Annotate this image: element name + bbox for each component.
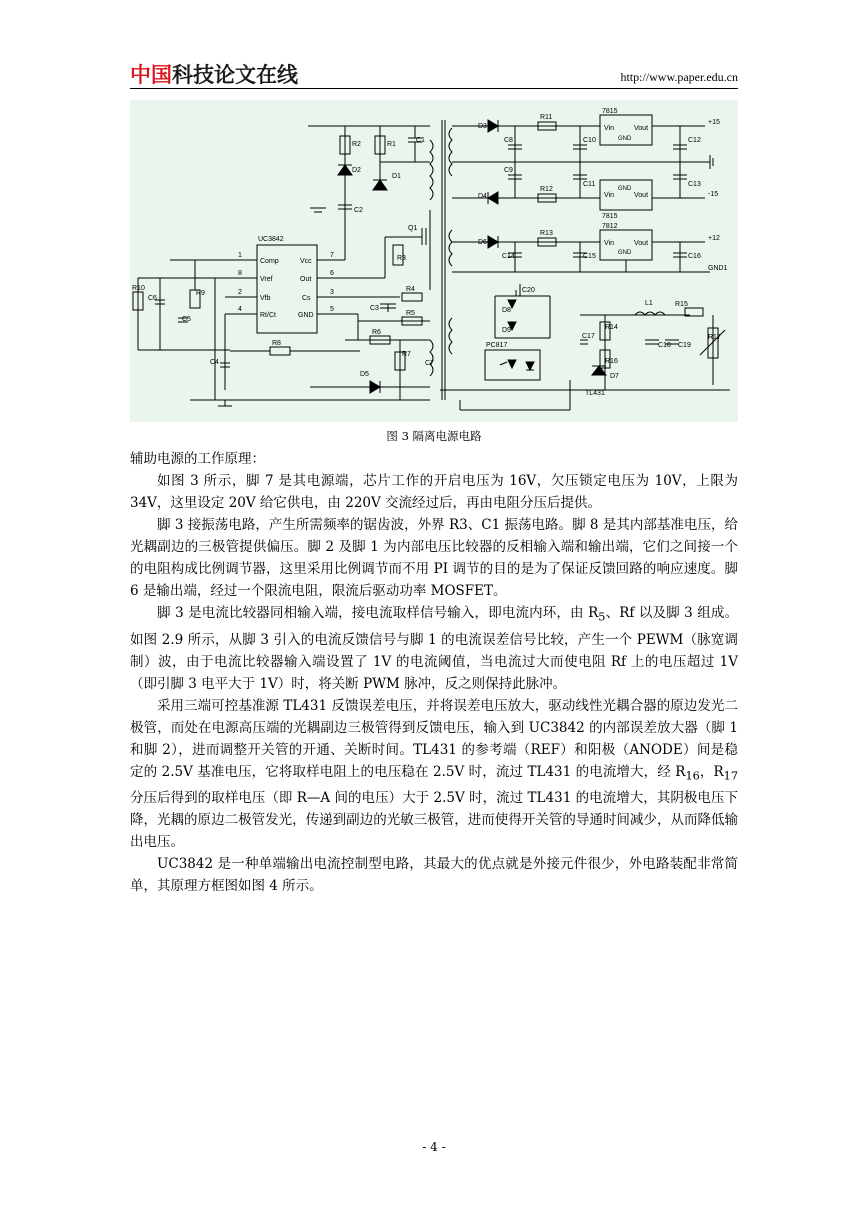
paragraph-4-part-b: ，R [699, 763, 724, 780]
paragraph-1: 如图 3 所示，脚 7 是其电源端，芯片工作的开启电压为 16V，欠压锁定电压为 10V，上限为 34V，这里设定 20V 给它供电，由 220V 交流经过后，再由电阻分压后提供。 [130, 473, 738, 511]
label-gnd1: GND1 [708, 265, 728, 272]
label-r7: R7 [402, 351, 411, 358]
label-c13: C13 [688, 181, 701, 188]
label-r4: R4 [406, 286, 415, 293]
reg1-gnd: GND [618, 136, 632, 142]
logo-red-text: 中国 [130, 63, 172, 87]
label-c18: C18 [658, 342, 671, 349]
label-c15: C15 [583, 253, 596, 260]
label-u7812: 7812 [602, 223, 618, 230]
paragraph-4-subscript-1: 16 [685, 769, 700, 783]
pin-5: 5 [330, 306, 334, 313]
label-c6: C6 [148, 295, 157, 302]
figure-caption: 图 3 隔离电源电路 [386, 429, 482, 443]
label-d4: D4 [478, 193, 487, 200]
label-ic: UC3842 [258, 236, 284, 243]
circuit-diagram [130, 100, 738, 422]
reg3-vout: Vout [634, 240, 649, 247]
label-d3: D3 [478, 123, 487, 130]
label-vref: Vref [260, 276, 273, 283]
paragraph-5: UC3842 是一种单端输出电流控制型电路，其最大的优点就是外接元件很少，外电路装配非常简单，其原理方框图如图 4 所示。 [130, 856, 738, 895]
label-pc817: PC817 [486, 342, 508, 349]
pin-1: 1 [238, 252, 242, 259]
journal-logo [130, 62, 298, 88]
label-r16: R16 [605, 358, 618, 365]
label-c14: C14 [502, 253, 515, 260]
label-r13: R13 [540, 230, 553, 237]
reg2-vout: Vout [634, 192, 649, 199]
label-c20: C20 [522, 287, 535, 294]
label-d2: D2 [352, 167, 361, 174]
label-plus15: +15 [708, 119, 720, 126]
body-text [130, 448, 738, 897]
label-d9: D9 [502, 327, 511, 334]
label-c10: C10 [583, 137, 596, 144]
label-u7815: 7815 [602, 108, 618, 115]
paragraph-3-part-b: 、Rf 以及脚 3 组成。如图 2.9 所示，从脚 3 引入的电流反馈信号与脚 1 的电流误差信号比较，产生一个 PEWM（脉宽调制）波，由于电流比较器输入端设置了 1V 的电流阈值，当电流过大而使电阻 Rf 上的电压超过 1V（即引脚 3 电平大于 1V）时，将关断 PWM 脉冲，反之则保持此脉冲。 [130, 605, 738, 692]
label-c11: C11 [583, 181, 596, 188]
label-cs: Cs [302, 295, 311, 302]
label-d6: D6 [478, 239, 487, 246]
label-c3: C3 [370, 305, 379, 312]
label-d5: D5 [360, 371, 369, 378]
label-r1: R1 [387, 141, 396, 148]
paragraph-3-part-a: 脚 3 是电流比较器同相输入端，接电流取样信号输入，即电流内环，由 R [157, 605, 599, 621]
label-out: Out [300, 276, 312, 283]
label-c9: C9 [504, 167, 513, 174]
label-c17: C17 [582, 333, 595, 340]
reg1-vin: Vin [604, 125, 614, 132]
label-l1: L1 [645, 300, 653, 307]
label-c7: C7 [425, 360, 434, 367]
header-url[interactable]: http://www.paper.edu.cn [620, 70, 738, 84]
page-number: - 4 - [422, 1140, 446, 1154]
label-c2: C2 [354, 207, 363, 214]
paragraph-4-part-a: 采用三端可控基准源 TL431 反馈误差电压，并将误差电压放大，驱动线性光耦合器的原边发光二极管，而处在电源高压端的光耦副边三极管得到反馈电压，输入到 UC3842 的内部误差放大器（脚 1 和脚 2），进而调整开关管的开通、关断时间。TL431 的参考端（REF）和阳极（ANODE）间是稳定的 2.5V 基准电压，它将取样电阻上的电压稳在 2.5V 时，流过 TL431 的电流增大，经 R [130, 697, 738, 780]
label-r8: R8 [272, 340, 281, 347]
paragraph-4-subscript-2: 17 [723, 769, 738, 783]
reg1-vout: Vout [634, 125, 649, 132]
label-comp: Comp [260, 258, 279, 265]
label-r3: R3 [397, 255, 406, 262]
pin-8: 8 [238, 270, 242, 277]
label-minus15: -15 [708, 191, 719, 198]
logo-dark-text: 科技论文在线 [172, 63, 298, 87]
paragraph-2: 脚 3 接振荡电路，产生所需频率的锯齿波，外界 R3、C1 振荡电路。脚 8 是其内部基准电压，给光耦副边的三极管提供偏压。脚 2 及脚 1 为内部电压比较器的反相输入端和输出端，它们之间接一个的电阻构成比例调节器，这里采用比例调节而不用 PI 调节的目的是为了保证反馈回路的响应速度。脚 6 是输出端，经过一个限流电阻，限流后驱动功率 MOSFET。 [130, 517, 738, 599]
label-c12: C12 [688, 137, 701, 144]
label-c5: C5 [182, 316, 191, 323]
label-q1: Q1 [408, 225, 418, 232]
label-d7: D7 [610, 373, 619, 380]
paragraph-4 [130, 695, 738, 854]
reg3-gnd: GND [618, 250, 632, 256]
label-r9: R9 [196, 290, 205, 297]
label-plus12: +12 [708, 235, 720, 242]
label-vfb: Vfb [260, 295, 271, 302]
reg3-vin: Vin [604, 240, 614, 247]
label-r11: R11 [540, 114, 553, 121]
label-u7915: 7815 [602, 213, 618, 220]
pin-6: 6 [330, 270, 334, 277]
label-r10: R10 [132, 285, 145, 292]
label-vcc: Vcc [300, 258, 312, 265]
paragraph-3-subscript: 5 [598, 610, 606, 624]
label-r6: R6 [372, 329, 381, 336]
label-r17: R17 [708, 334, 721, 341]
label-c1: C1 [416, 137, 425, 144]
page-header [130, 62, 738, 88]
header-rule [130, 88, 738, 89]
paragraph-3 [130, 602, 738, 695]
label-r12: R12 [540, 186, 553, 193]
label-c19: C19 [678, 342, 691, 349]
label-c16: C16 [688, 253, 701, 260]
label-rtct: Rt/Ct [260, 312, 276, 319]
label-r2: R2 [352, 141, 361, 148]
circuit-figure [130, 100, 738, 422]
label-r5: R5 [406, 310, 415, 317]
label-c4: C4 [210, 359, 219, 366]
reg2-vin: Vin [604, 192, 614, 199]
label-r14: R14 [605, 324, 618, 331]
pin-7: 7 [330, 252, 334, 259]
section-heading: 辅助电源的工作原理： [130, 451, 265, 467]
pin-3: 3 [330, 289, 334, 296]
label-gnd: GND [298, 312, 314, 319]
label-r15: R15 [675, 301, 688, 308]
label-tl431: TL431 [585, 390, 605, 397]
pin-4: 4 [238, 306, 242, 313]
paragraph-4-part-c: 分压后得到的取样电压（即 R—A 间的电压）大于 2.5V 时，流过 TL431 的电流增大，其阴极电压下降，光耦的原边二极管发光，传递到副边的光敏三极管，进而使得开关管的导通时间减少，从而降低输出电压。 [130, 790, 738, 851]
label-d8: D8 [502, 307, 511, 314]
pin-2: 2 [238, 289, 242, 296]
reg2-gnd: GND [618, 186, 632, 192]
label-d1: D1 [392, 173, 401, 180]
label-c8: C8 [504, 137, 513, 144]
